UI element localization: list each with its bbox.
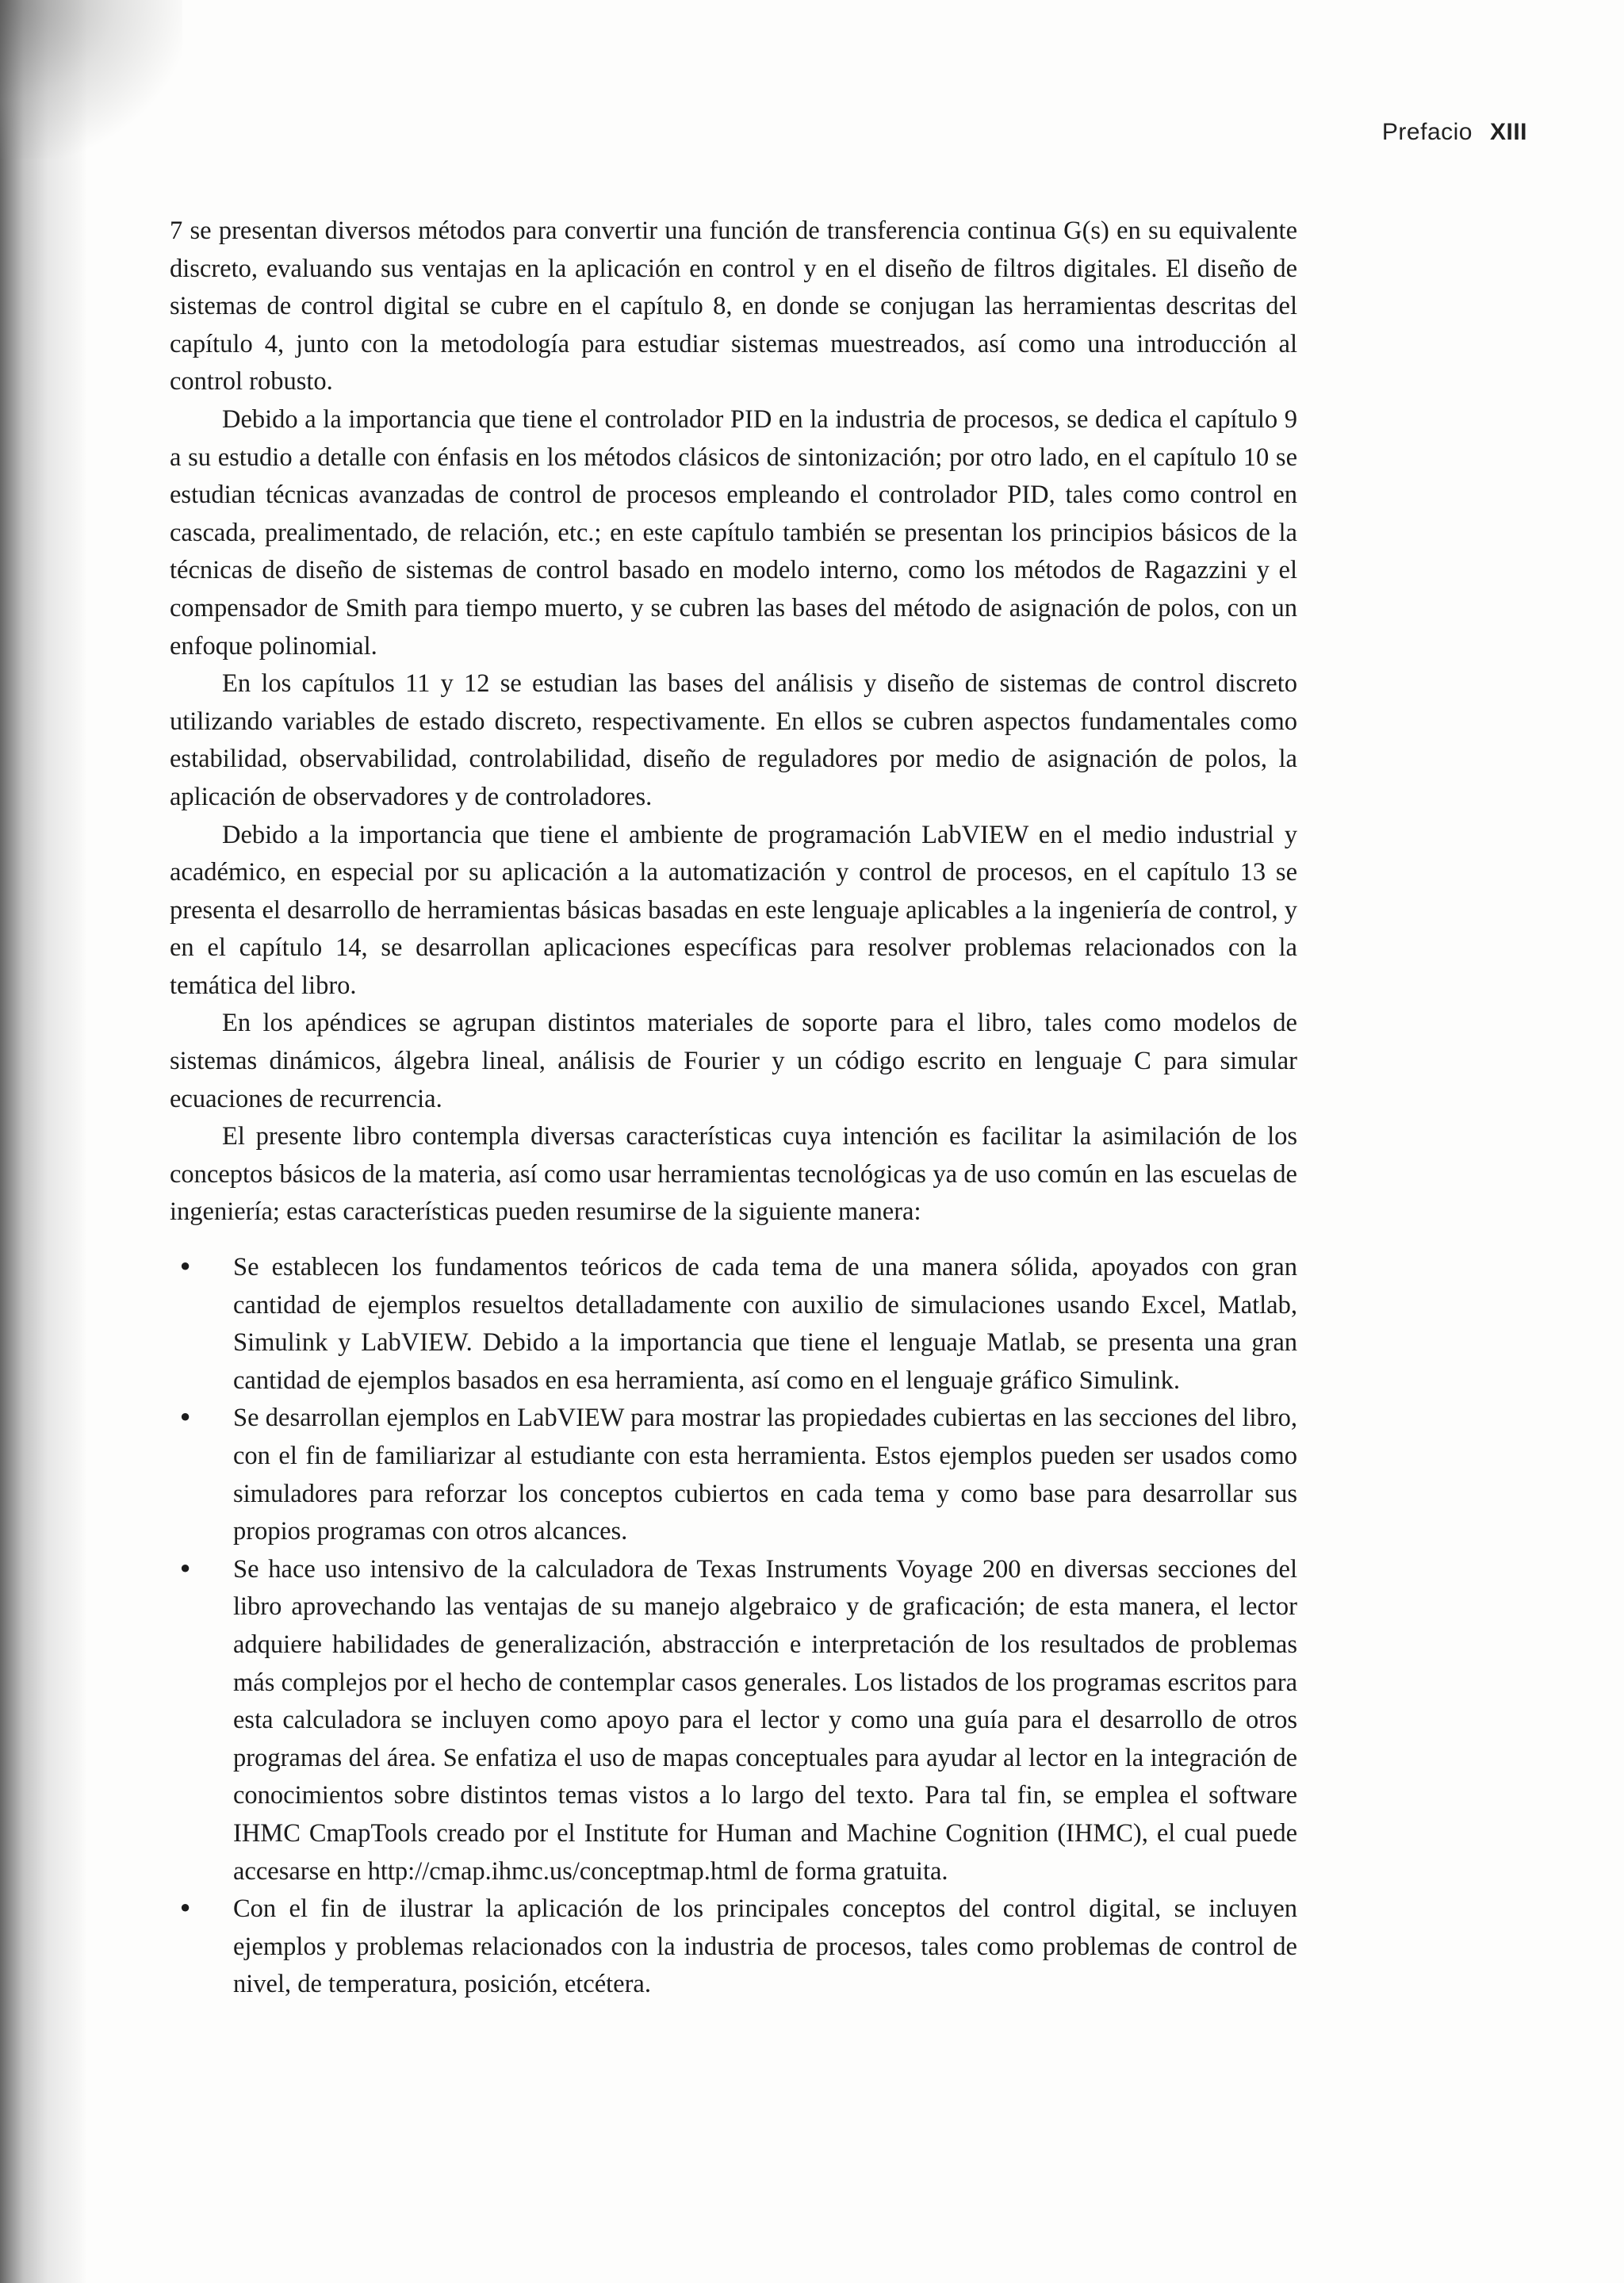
running-header: [1382, 119, 1527, 146]
scan-smudge: [0, 0, 182, 159]
paragraph-state-variables: En los capítulos 11 y 12 se estudian las bases del análisis y diseño de sistemas de control discreto utilizando variables de estado discreto, respectivamente. En ellos se cubren aspectos fundamentales como estabilidad, observabilidad, controlabilidad, diseño de reguladores por medio de asignación de polos, la aplicación de observadores y de controladores.: [170, 669, 1297, 811]
paragraph-labview: Debido a la importancia que tiene el ambiente de programación LabVIEW en el medio industrial y académico, en especial por su aplicación a la automatización y control de procesos, en el capítulo 13 se presenta el desarrollo de herramientas básicas basadas en este lenguaje aplicables a la ingeniería de control, y en el capítulo 14, se desarrollan aplicaciones específicas para resolver problemas relacionados con la temática del libro.: [170, 820, 1297, 1000]
list-item-text: Se establecen los fundamentos teóricos de cada tema de una manera sólida, apoyados con gran cantidad de ejemplos resueltos detalladamente con auxilio de simulaciones usando Excel, Matlab, Simulink y LabVIEW. Debido a la importancia que tiene el lenguaje Matlab, se presenta una gran cantidad de ejemplos basados en esa herramienta, así como en el lenguaje gráfico Simulink.: [233, 1253, 1297, 1395]
bullet-icon: •: [178, 1252, 193, 1283]
list-item-text: Se hace uso intensivo de la calculadora de Texas Instruments Voyage 200 en diversas secciones del libro aprovechando las ventajas de su manejo algebraico y de graficación; de esta manera, el lector adquiere habilidades de generalización, abstracción e interpretación de los resultados de problemas más complejos por el hecho de contemplar casos generales. Los listados de los programas escritos para esta calculadora se incluyen como apoyo para el lector y como una guía para el desarrollo de otros programas del área. Se enfatiza el uso de mapas conceptuales para ayudar al lector en la integración de conocimientos sobre distintos temas vistos a lo largo del texto. Para tal fin, se emplea el software IHMC CmapTools creado por el Institute for Human and Machine Cognition (IHMC), el cual puede accesarse en http://cmap.ihmc.us/conceptmap.html de forma gratuita.: [233, 1554, 1297, 1886]
page-spine-shadow: [0, 0, 87, 2283]
list-item: [170, 1400, 1297, 1550]
bullet-icon: •: [178, 1553, 193, 1584]
paragraph-pid: Debido a la importancia que tiene el controlador PID en la industria de procesos, se dedica el capítulo 9 a su estudio a detalle con énfasis en los métodos clásicos de sintonización; por otro lado, en el capítulo 10 se estudian técnicas avanzadas de control de procesos empleando el controlador PID, tales como control en cascada, prealimentado, de relación, etc.; en este capítulo también se presentan los principios básicos de la técnicas de diseño de sistemas de control basado en modelo interno, como los métodos de Ragazzini y el compensador de Smith para tiempo muerto, y se cubren las bases del método de asignación de polos, con un enfoque polinomial.: [170, 404, 1297, 661]
bullet-icon: •: [178, 1894, 193, 1925]
features-list: [170, 1249, 1297, 2004]
list-item: [170, 1249, 1297, 1400]
list-item-text: Con el fin de ilustrar la aplicación de los principales conceptos del control digital, se incluyen ejemplos y problemas relacionados con la industria de procesos, tales como problemas de control de nivel, de temperatura, posición, etcétera.: [233, 1894, 1297, 1999]
bullet-icon: •: [178, 1403, 193, 1434]
list-item: [170, 1890, 1297, 2004]
paragraph-continuation: 7 se presentan diversos métodos para convertir una función de transferencia continua G(s) en su equivalente discreto, evaluando sus ventajas en la aplicación en control y en el diseño de filtros digitales. El diseño de sistemas de control digital se cubre en el capítulo 8, en donde se conjugan las herramientas descritas del capítulo 4, junto con la metodología para estudiar sistemas muestreados, así como una introducción al control robusto.: [170, 216, 1297, 396]
header-page-number: XIII: [1489, 119, 1527, 145]
list-item: [170, 1551, 1297, 1890]
header-section-title: Prefacio: [1381, 119, 1473, 145]
list-item-text: Se desarrollan ejemplos en LabVIEW para mostrar las propiedades cubiertas en las secciones del libro, con el fin de familiarizar al estudiante con esta herramienta. Estos ejemplos pueden ser usados como simuladores para reforzar los conceptos cubiertos en cada tema y como base para desarrollar sus propios programas con otros alcances.: [233, 1404, 1297, 1546]
paragraph-appendices: En los apéndices se agrupan distintos materiales de soporte para el libro, tales como modelos de sistemas dinámicos, álgebra lineal, análisis de Fourier y un código escrito en lenguaje C para simular ecuaciones de recurrencia.: [170, 1009, 1297, 1113]
paragraph-features-intro: El presente libro contempla diversas características cuya intención es facilitar la asimilación de los conceptos básicos de la materia, así como usar herramientas tecnológicas ya de uso común en las escuelas de ingeniería; estas características pueden resumirse de la siguiente manera:: [170, 1122, 1297, 1227]
body-text: [170, 213, 1297, 2004]
